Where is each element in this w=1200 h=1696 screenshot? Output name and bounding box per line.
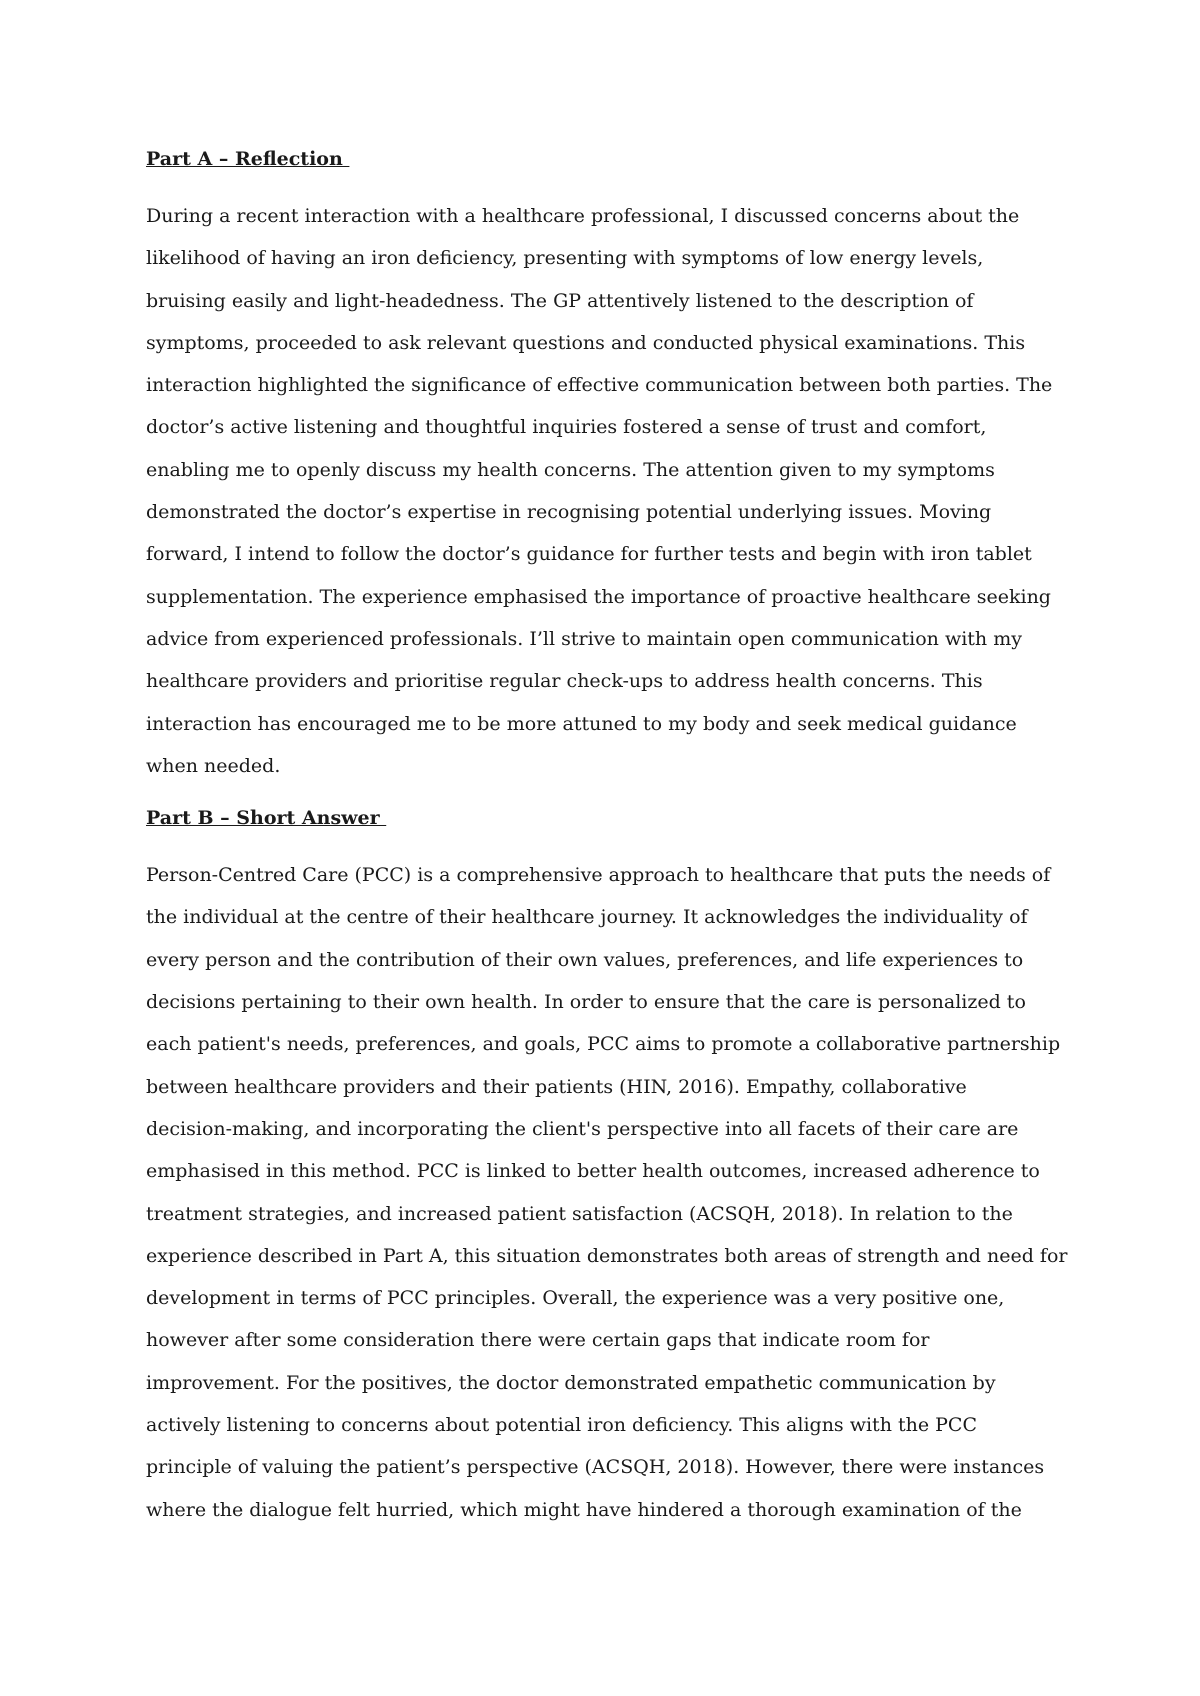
text-line: healthcare providers and prioritise regular check-ups to address health concerns. This — [146, 670, 983, 693]
text-line: doctor’s active listening and thoughtful inquiries fostered a sense of trust and comfort, — [146, 416, 987, 439]
text-line: decision-making, and incorporating the client's perspective into all facets of their care are — [146, 1117, 1019, 1140]
text-line: interaction highlighted the significance of effective communication between both parties. The — [146, 374, 1053, 397]
text-line: likelihood of having an iron deficiency, presenting with symptoms of low energy levels, — [146, 247, 984, 270]
part-a-reflection-text — [146, 195, 1066, 787]
part-b-short-answer-text — [146, 854, 1066, 1531]
text-line: supplementation. The experience emphasised the importance of proactive healthcare seeking — [146, 585, 1051, 608]
text-line: symptoms, proceeded to ask relevant questions and conducted physical examinations. This — [146, 331, 1026, 354]
text-line: emphasised in this method. PCC is linked to better health outcomes, increased adherence to — [146, 1160, 1040, 1183]
text-line: Person-Centred Care (PCC) is a comprehensive approach to healthcare that puts the needs of — [146, 864, 1051, 887]
document-body — [146, 144, 1066, 1531]
text-line: experience described in Part A, this situation demonstrates both areas of strength and need for — [146, 1244, 1068, 1267]
text-line: each patient's needs, preferences, and goals, PCC aims to promote a collaborative partnership — [146, 1033, 1061, 1056]
text-line: between healthcare providers and their patients (HIN, 2016). Empathy, collaborative — [146, 1075, 967, 1098]
text-line: enabling me to openly discuss my health concerns. The attention given to my symptoms — [146, 458, 995, 481]
part-a-heading: Part A – Reflection — [146, 148, 350, 170]
text-line: During a recent interaction with a healthcare professional, I discussed concerns about the — [146, 205, 1020, 227]
text-line: treatment strategies, and increased patient satisfaction (ACSQH, 2018). In relation to the — [146, 1202, 1013, 1225]
text-line: actively listening to concerns about potential iron deficiency. This aligns with the PCC — [146, 1414, 977, 1437]
text-line: decisions pertaining to their own health. In order to ensure that the care is personalized to — [146, 991, 1026, 1014]
text-line: however after some consideration there were certain gaps that indicate room for — [146, 1329, 930, 1352]
text-line: when needed. — [146, 754, 281, 777]
text-line: advice from experienced professionals. I’ll strive to maintain open communication with my — [146, 627, 1022, 650]
text-line: interaction has encouraged me to be more attuned to my body and seek medical guidance — [146, 712, 1017, 735]
text-line: demonstrated the doctor’s expertise in recognising potential underlying issues. Moving — [146, 501, 992, 524]
text-line: bruising easily and light-headedness. The GP attentively listened to the description of — [146, 289, 974, 312]
text-line: principle of valuing the patient’s perspective (ACSQH, 2018). However, there were instances — [146, 1456, 1045, 1479]
text-line: improvement. For the positives, the doctor demonstrated empathetic communication by — [146, 1371, 996, 1394]
text-line: where the dialogue felt hurried, which might have hindered a thorough examination of the — [146, 1498, 1022, 1521]
text-line: every person and the contribution of their own values, preferences, and life experiences to — [146, 948, 1024, 971]
text-line: the individual at the centre of their healthcare journey. It acknowledges the individuality of — [146, 906, 1028, 929]
text-line: forward, I intend to follow the doctor’s guidance for further tests and begin with iron tablet — [146, 543, 1032, 566]
text-line: development in terms of PCC principles. Overall, the experience was a very positive one, — [146, 1287, 1005, 1310]
part-b-heading: Part B – Short Answer — [146, 807, 387, 830]
